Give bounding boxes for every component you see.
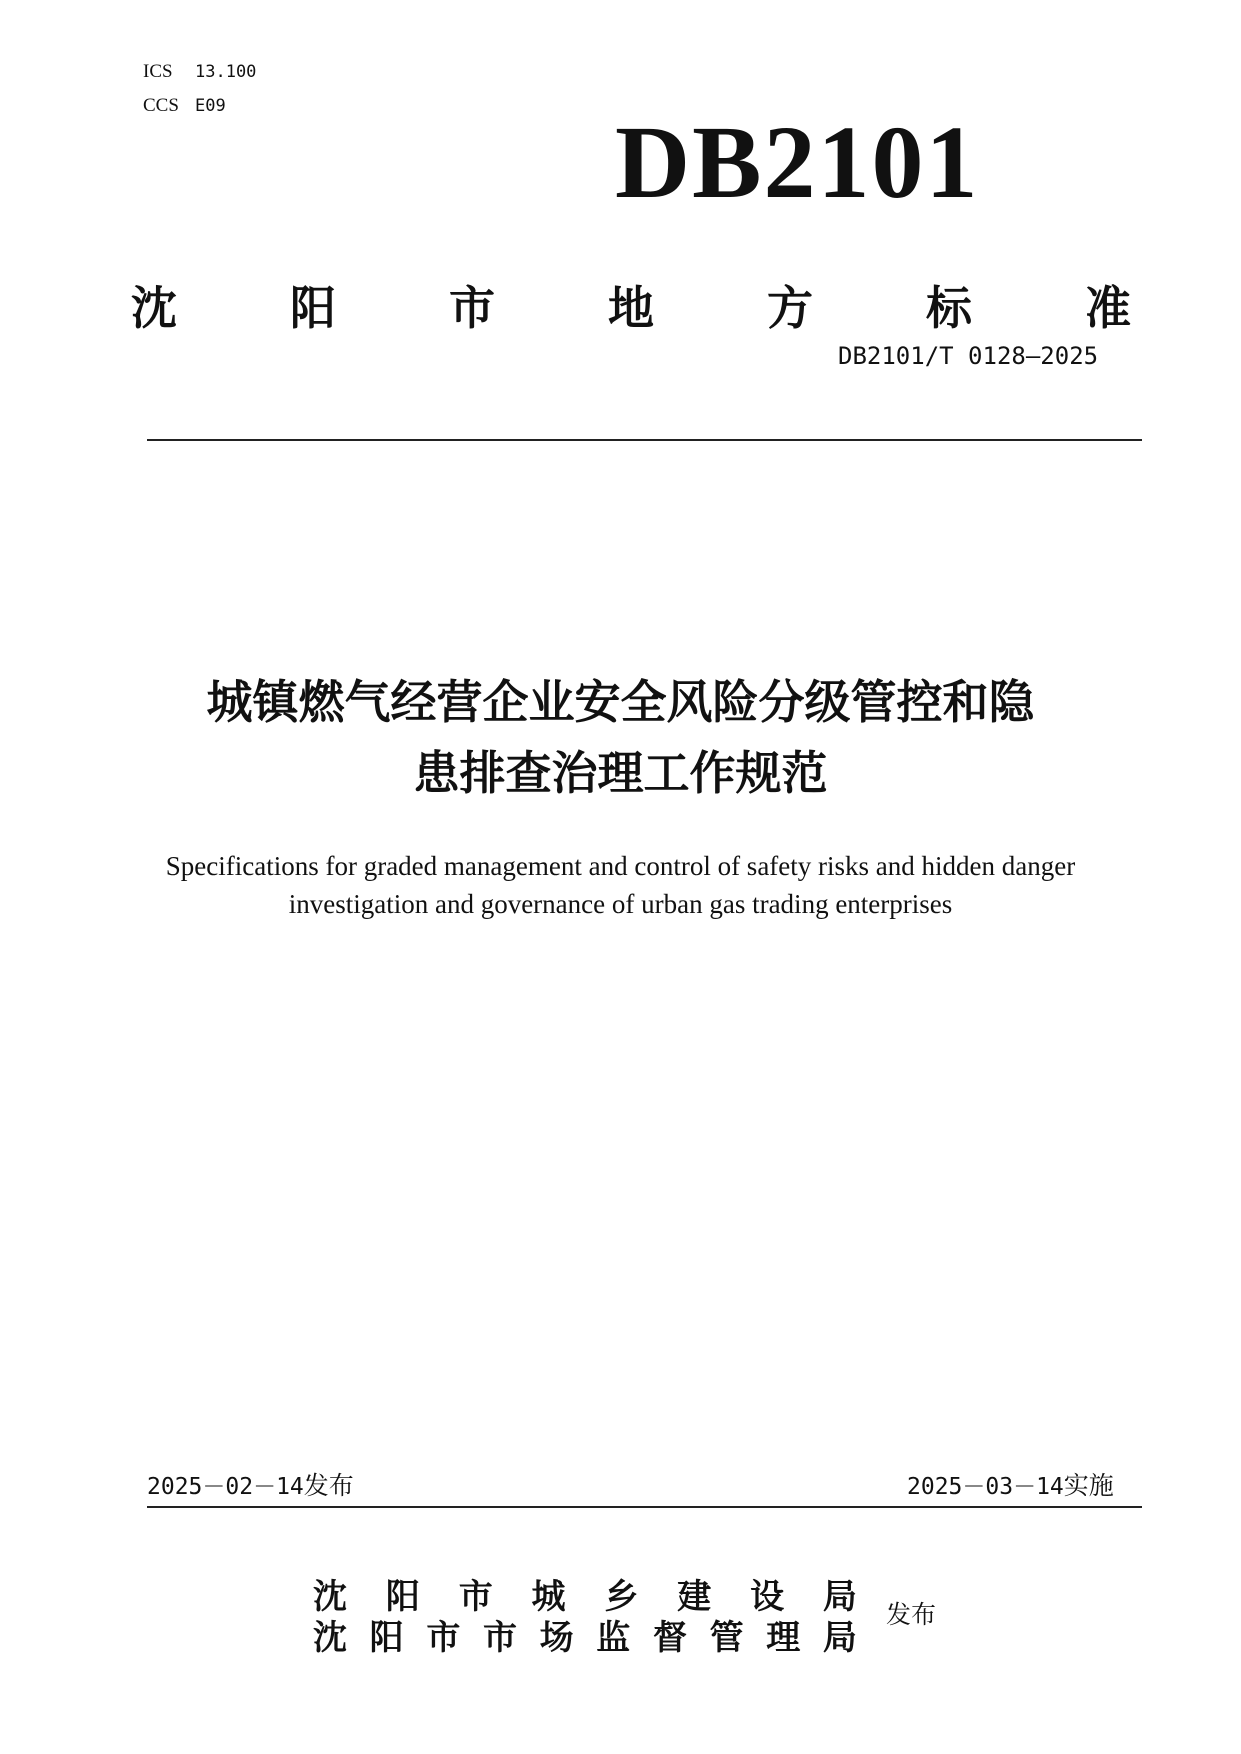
issuer-char: 场 [539,1618,574,1658]
standard-type-char: 方 [767,281,813,335]
title-zh-line1: 城镇燃气经营企业安全风险分级管控和隐 [206,675,1035,729]
issuer-char: 设 [750,1577,785,1617]
issuer-char: 沈 [313,1577,347,1617]
issue-label: 发布 [886,1600,937,1629]
standard-type-char: 沈 [131,281,177,335]
standard-code: DB2101 [615,105,980,220]
implement-label: 实施 [1063,1471,1114,1500]
title-zh-line2: 患排查治理工作规范 [413,746,828,800]
standard-type-char: 地 [608,281,654,335]
standard-type-char: 阳 [290,281,336,335]
issuer-char: 市 [482,1618,517,1658]
issuer-char: 理 [766,1618,801,1658]
title-en-line1: Specifications for graded management and control of safety risks and hidden danger [165,851,1076,881]
ics-label: ICS [143,61,173,82]
publish-label: 发布 [303,1471,354,1500]
publish-date [147,1469,354,1504]
ccs-label: CCS [143,95,179,116]
standard-type-char: 准 [1085,281,1131,335]
standard-number: DB2101/T 0128—2025 [838,342,1099,370]
header-divider [147,439,1142,441]
issuer-char: 市 [426,1618,461,1658]
ics-row [143,60,256,83]
issuer-char: 建 [677,1577,712,1617]
title-en-line2: investigation and governance of urban gas trading enterprises [288,889,953,919]
issuer-char: 城 [531,1577,566,1617]
issuer-char: 监 [596,1618,631,1658]
standard-type-char: 标 [926,281,972,335]
issuer-char: 阳 [385,1577,420,1617]
issuer-char: 市 [458,1577,493,1617]
issuer-char: 乡 [604,1577,639,1617]
issuer-char: 局 [822,1577,857,1617]
footer-divider [147,1506,1142,1508]
issuer-char: 阳 [369,1618,404,1658]
issuer-construction-bureau [309,1576,861,1618]
standard-type-char: 市 [449,281,495,335]
issuer-char: 管 [709,1618,744,1658]
issuer-char: 沈 [313,1618,347,1658]
issuer-char: 督 [652,1618,687,1658]
standard-type [126,280,1136,336]
ccs-value: E09 [195,96,226,116]
issuer-char: 局 [822,1618,857,1658]
ccs-row [143,94,226,117]
issuer-market-supervision-bureau [309,1617,861,1659]
implement-date-value: 2025－03－14 [907,1474,1064,1500]
ics-value: 13.100 [195,62,257,82]
publish-date-value: 2025－02－14 [147,1474,304,1500]
implement-date [907,1469,1114,1504]
